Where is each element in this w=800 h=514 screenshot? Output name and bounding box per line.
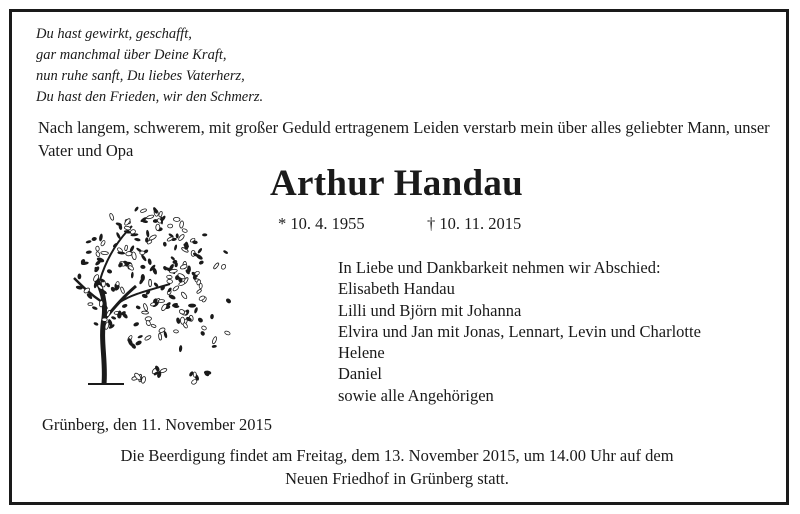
leaf [161,303,168,311]
leaf [131,272,134,279]
leaf [133,321,140,327]
leaf [134,206,140,212]
leaf [212,345,217,348]
mourner-3: Elvira und Jan mit Jonas, Lennart, Levin und Charlotte [338,321,701,341]
leaf [179,221,184,229]
leaf [124,218,131,226]
leaf [111,316,117,320]
farewell-line: In Liebe und Dankbarkeit nehmen wir Abschied: [338,258,661,277]
leaf [93,322,99,327]
leaf [158,333,162,340]
leaf [167,275,173,279]
leaf [85,240,91,244]
leaf [92,306,98,311]
leaf [197,317,204,324]
leaf [210,314,214,320]
leaf [88,303,93,306]
leaf [194,307,199,314]
leaf [158,211,162,217]
leaf [117,251,125,254]
leaf [196,289,202,294]
leaf [91,236,97,241]
leaf [201,325,207,330]
leaf [143,303,149,311]
leaf [213,262,220,269]
poem-line-3: nun ruhe sanft, Du liebes Vaterherz, [36,68,245,84]
leaf [140,254,147,262]
leaf [124,226,131,231]
leaf [121,303,127,308]
leaf [140,251,145,255]
leaf [151,324,157,328]
obituary-notice [9,9,789,505]
leaf [200,330,206,336]
death-date: † 10. 11. 2015 [427,214,522,233]
leaf [182,228,188,233]
leaf [168,224,173,228]
leaf [126,251,133,256]
leaf [140,264,146,269]
leaf [142,311,149,314]
leaf [146,214,154,219]
leaf [120,287,125,294]
leaf [99,300,103,307]
poem-line-4: Du hast den Frieden, wir den Schmerz. [36,89,264,105]
leaf [163,242,167,247]
leaf [134,237,141,241]
leaf [135,340,143,347]
leaf [223,250,229,255]
deceased-name: Arthur Handau [270,163,524,204]
leaf [95,251,100,257]
mourner-2: Lilli und Björn mit Johanna [338,300,522,320]
leaf [102,318,107,322]
leaf [141,274,145,281]
leaf [225,297,232,304]
leaf [105,282,111,288]
leaf [178,234,185,242]
funeral-line-2: Neuen Friedhof in Grünberg statt. [285,469,509,488]
leaf [224,330,230,335]
leaf [124,245,127,251]
birth-date: * 10. 4. 1955 [278,214,365,233]
leaf [180,291,187,299]
leaf [99,233,104,241]
leaf [167,279,173,284]
leaf [158,299,164,302]
leaf [180,264,188,270]
place-date: Grünberg, den 11. November 2015 [42,415,273,434]
windswept-tree-icon [60,190,235,390]
mourner-5: Daniel [338,364,382,384]
leaf [93,266,100,274]
leaf [86,250,92,254]
leaf [156,224,160,231]
leaf [198,260,204,266]
leaf [144,335,151,341]
funeral-notice [52,444,742,490]
leaf [197,247,203,254]
leaf [149,234,157,241]
leaf [109,213,115,221]
leaf [135,305,141,310]
leaf [106,269,112,275]
leaf [96,246,100,251]
leaf [202,233,207,236]
leaf [128,265,135,271]
leaf [147,258,152,265]
funeral-line-1: Die Beerdigung findet am Freitag, dem 13. November 2015, um 14.00 Uhr auf dem [120,446,674,465]
leaf [173,330,178,334]
leaf [221,264,227,270]
poem-line-2: gar manchmal über Deine Kraft, [36,47,227,63]
mourner-1: Elisabeth Handau [338,279,455,299]
leaf [146,230,150,238]
leaf [172,285,179,292]
leaf [173,305,179,308]
leaf [173,217,180,221]
leaf [212,336,218,344]
mourner-6: sowie alle Angehörigen [338,385,494,405]
leaf [182,322,188,329]
leaf [137,334,143,338]
leaf [78,274,82,280]
leaf [140,208,147,213]
leaf [179,345,183,352]
leaf [176,233,179,238]
leaf [101,251,109,255]
mourner-4: Helene [338,343,385,363]
poem-line-1: Du hast gewirkt, geschafft, [36,26,192,42]
leaf [149,279,152,286]
leaf [188,304,196,308]
leaf [193,372,196,377]
intro-text: Nach langem, schwerem, mit großer Geduld ertragenem Leiden verstarb mein über alles geliebter Mann, unser Vater und Opa [38,118,770,160]
leaf [174,244,178,251]
mourners-list [338,257,701,406]
poem [36,24,263,108]
leaf [176,317,181,324]
